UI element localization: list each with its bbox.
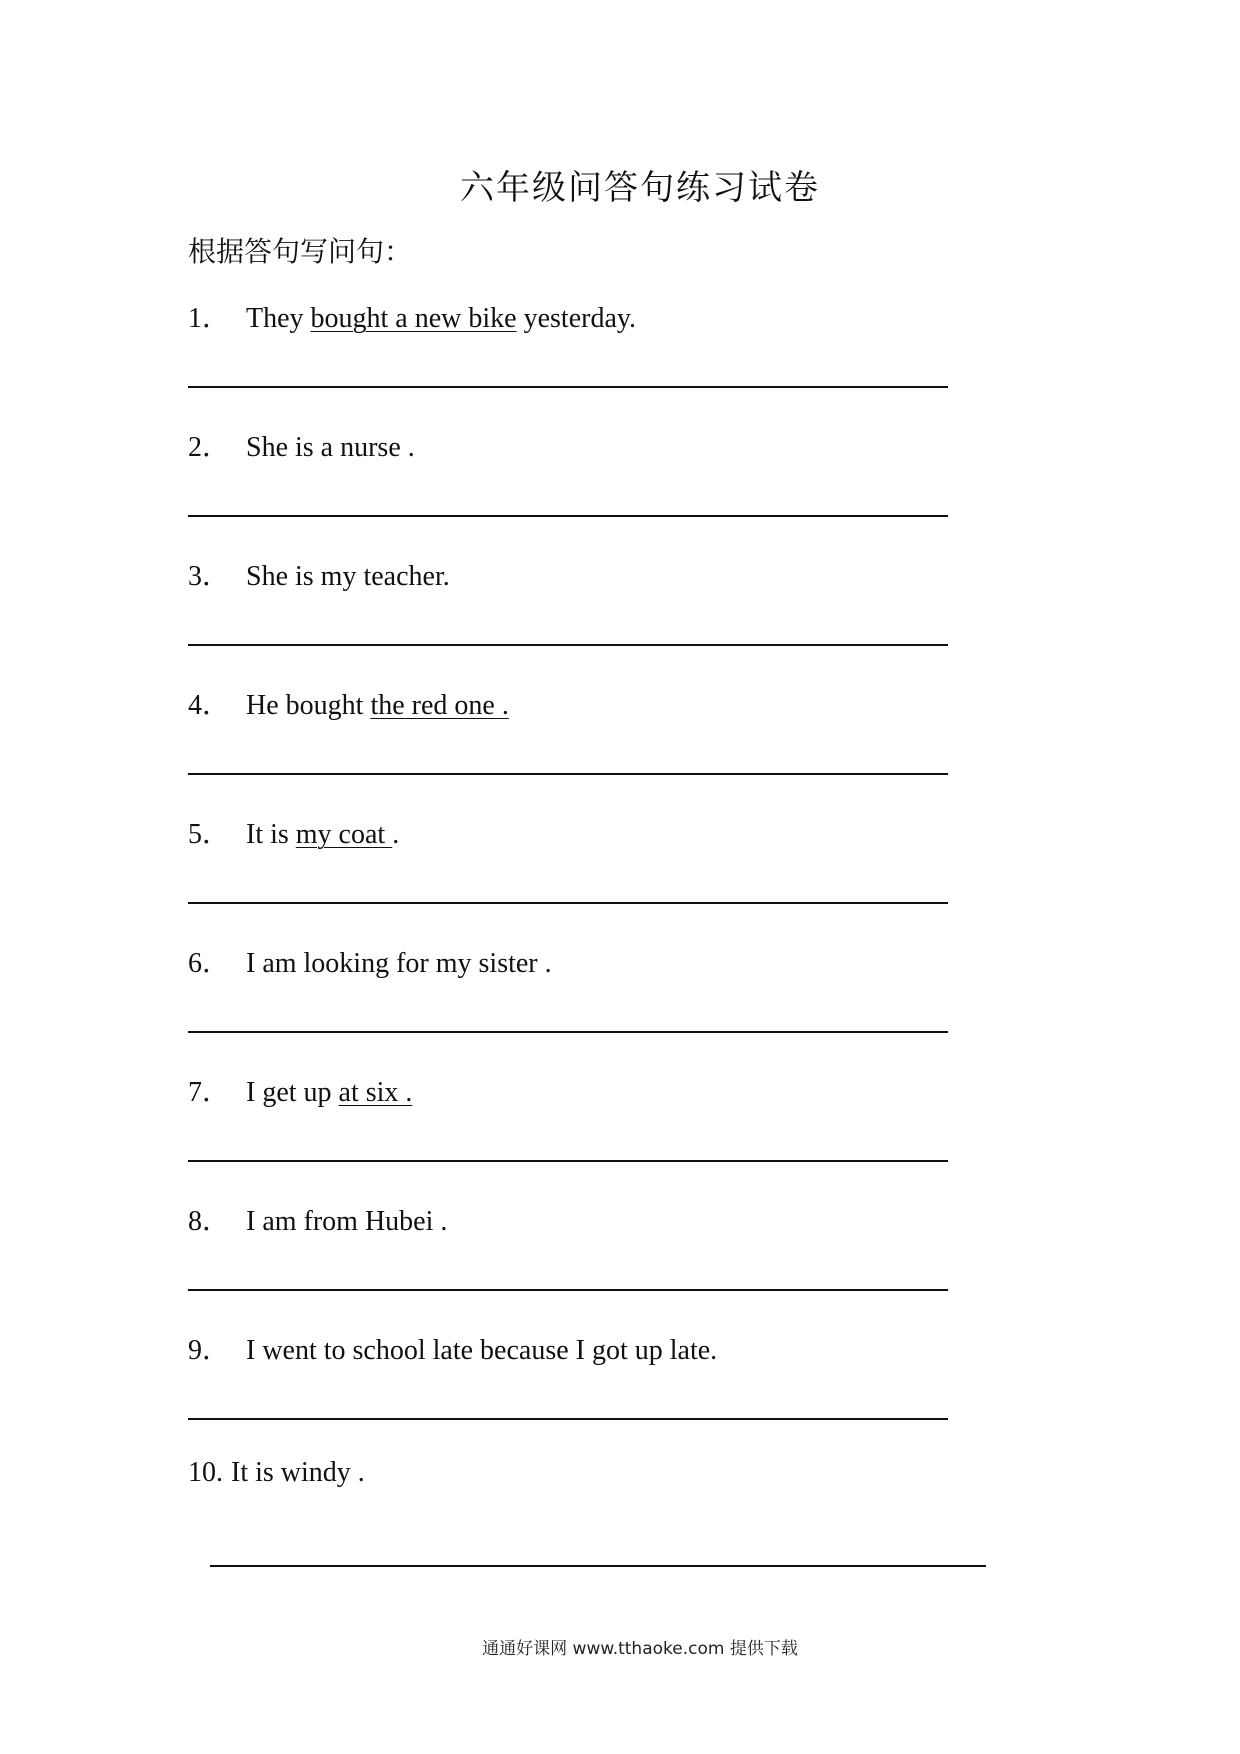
underlined-phrase: my coat	[295, 819, 393, 850]
question-item	[188, 812, 399, 852]
question-number: 6．	[188, 948, 231, 979]
instruction-text: 根据答句写问句：	[188, 237, 413, 268]
question-number: 3．	[188, 561, 231, 592]
question-number: 4．	[188, 690, 231, 721]
sentence-fragment: yesterday.	[516, 303, 637, 334]
question-text	[246, 303, 636, 334]
answer-line[interactable]	[188, 1160, 948, 1162]
question-text	[246, 1206, 447, 1237]
question-number: 1．	[188, 303, 231, 334]
question-number: 2．	[188, 432, 231, 463]
answer-line[interactable]	[188, 515, 948, 517]
question-item	[188, 1328, 717, 1368]
sentence-fragment: She is my teacher.	[246, 561, 450, 592]
underlined-phrase: the red one .	[370, 690, 509, 721]
question-text	[246, 819, 399, 850]
question-item	[188, 296, 636, 336]
question-number: 9．	[188, 1335, 231, 1366]
answer-line[interactable]	[210, 1565, 986, 1567]
question-text	[246, 1335, 717, 1366]
question-item	[188, 941, 552, 981]
question-number: 8．	[188, 1206, 231, 1237]
question-item	[188, 425, 415, 465]
sentence-fragment: It is windy .	[231, 1457, 365, 1488]
answer-line[interactable]	[188, 1031, 948, 1033]
underlined-phrase: at six .	[338, 1077, 413, 1108]
question-text	[246, 1077, 412, 1108]
question-text	[246, 690, 509, 721]
answer-line[interactable]	[188, 1418, 948, 1420]
underlined-phrase: bought a new bike	[310, 303, 517, 334]
sentence-fragment: I am looking for my sister .	[246, 948, 552, 979]
answer-line[interactable]	[188, 902, 948, 904]
sentence-fragment: He bought	[246, 690, 371, 721]
question-item	[188, 1199, 447, 1239]
footer-text: 通通好课网 www.tthaoke.com 提供下载	[482, 1639, 798, 1659]
question-item	[188, 1070, 412, 1110]
sentence-fragment: They	[246, 303, 311, 334]
question-number: 7．	[188, 1077, 231, 1108]
page-title: 六年级问答句练习试卷	[460, 170, 820, 207]
answer-line[interactable]	[188, 773, 948, 775]
question-number: 10.	[188, 1457, 223, 1488]
sentence-fragment: I went to school late because I got up late.	[246, 1335, 718, 1366]
sentence-fragment: .	[392, 819, 400, 850]
answer-line[interactable]	[188, 386, 948, 388]
question-item	[188, 683, 509, 723]
question-text	[246, 432, 415, 463]
answer-line[interactable]	[188, 1289, 948, 1291]
question-item	[188, 554, 450, 594]
sentence-fragment: It is	[246, 819, 296, 850]
question-number: 5．	[188, 819, 231, 850]
question-text	[231, 1457, 365, 1488]
answer-line[interactable]	[188, 644, 948, 646]
sentence-fragment: I am from Hubei .	[246, 1206, 448, 1237]
sentence-fragment: I get up	[246, 1077, 339, 1108]
sentence-fragment: She is a nurse .	[246, 432, 415, 463]
question-item	[188, 1457, 365, 1489]
question-text	[246, 948, 552, 979]
question-text	[246, 561, 450, 592]
